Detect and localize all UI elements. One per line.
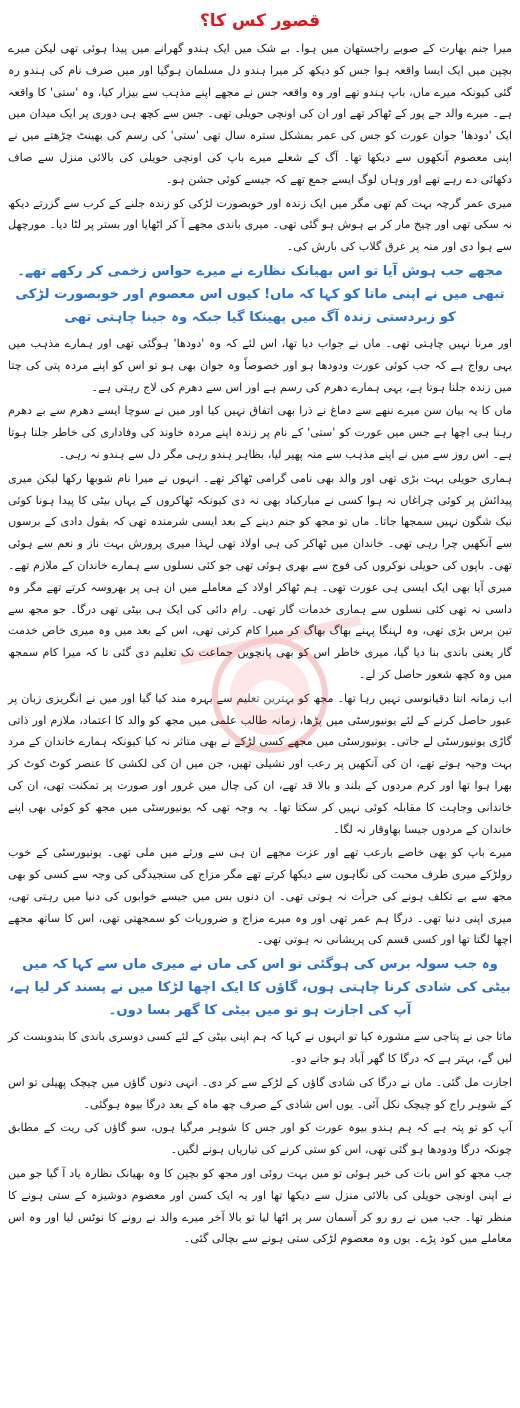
story-title: قصور کس کا؟ (199, 11, 321, 31)
paragraph-2: میری عمر گرچہ بہت کم تھی مگر میں ایک زندہ اور خوبصورت لڑکی کو زندہ جلنے کے کرب سے گزرتے دیکھ نہ سکی تھی اور چیخ مار کر بے ہوش ہو گئی تھی۔ میری باندی مجھے آ کر اٹھایا اور بستر پر لٹا دیا۔ مورچھل سے ہوا دی اور منہ پر عرق گلاب کی بارش کی۔ (8, 196, 512, 254)
paragraph-1: میرا جنم بھارت کے صوبے راجستھان میں ہوا۔ بے شک میں ایک ہندو گھرانے میں پیدا ہوئی تھی لیکن میرے بچپن میں ایک ایسا واقعہ ہوا جس کو دیکھ کر میرا ہندو دل مسلمان ہوگیا اور میں صرف نام کی ہندو رہ گئی کیونکہ میرے ماں، باپ ہندو تھے اور وہ واقعہ جس نے مجھے اپنے مذہب سے بیزار کیا، وہ 'ستی' کا واقعہ ہے۔ میرے والد جے پور کے ٹھاکر تھے اور ان کی اونچی حویلی تھی۔ جس سے کچھ ہی دوری پر ایک میدان میں ایک 'دودھا' جوان عورت کو جس کی عمر بمشکل سترہ سال تھی 'ستی' کی رسم کی بھینٹ چڑھتے میں نے اپنی معصوم آنکھوں سے دیکھا تھا۔ آگ کے شعلے میرے باپ کی اونچی حویلی کی بالائی منزل سے صاف دکھائی دے رہے تھے اور وہاں لوگ ایسے جمع تھے کہ جیسے کوئی جشن ہو۔ (8, 42, 512, 186)
paragraph-6: اب زمانہ انتا دقیانوسی نہیں رہا تھا۔ مجھ کو بہترین تعلیم سے بہرہ مند کیا گیا اور میں نے انگریزی زبان پر عبور حاصل کرنے کے لئے یونیورسٹی میں پڑھا، زمانہ طالب علمی میں مجھ کو والد کا اعتماد، ملازم اور ذاتی گاڑی یونیورسٹی لے جاتی۔ یونیورسٹی میں مجھے کسی لڑکے نے بھی متاثر نہ کیا کیونکہ ہمارے خاندان کے مرد بہت وجیہ ہوتے تھے، ان کی آنکھیں پر رعب اور نشیلی تھیں، جن میں ان کی لکشی کا عنصر کوٹ کوٹ کر بھرا ہوا تھا اور کرم مردوں کے بلند و بالا قد تھے، ان کی چال میں غرور اور صورت پر تمکنت تھی، ان کی خاندانی وجاہت کا مقابلہ کوئی نہیں کر سکتا تھا۔ یہ وجہ تھی کہ یونیورسٹی میں مجھ کو کوئی بھی اپنے خاندان کے مردوں جیسا بھاوقار نہ لگا۔ (8, 691, 512, 836)
paragraph-4: ماں کا یہ بیان سن میرے ننھے سے دماغ نے ذرا بھی اتفاق نہیں کیا اور میں نے سوچا ایسے دھرم سے بے دھرم رہنا ہی اچھا ہے جس میں عورت کو 'ستی' کے نام پر زندہ اپنے مردہ خاوند کی وفاداری کی خاطر جلنا ہوتا ہے۔ اس روز سے میں نے اپنے مذہب سے منہ پھیر لیا، بظاہر ہندو رہی مگر دل سے ہندو نہ رہی۔ (8, 404, 512, 461)
paragraph-11: جب مجھ کو اس بات کی خبر ہوئی تو میں بہت روئی اور مجھ کو بچپن کا وہ بھیانک نظارہ یاد آ گیا جو میں نے اپنی اونچی حویلی کی بالائی منزل سے دیکھا تھا اور یہ ایک کسن اور معصوم دوشیزہ کے ستی ہونے کا منظر تھا۔ جب میں نے رو رو کر آسمان سر پر اٹھا لیا تو بالا آخر میرے والد نے رونے کا نوٹس لیا اور وہ اس معاملے میں کود پڑے۔ یوں وہ معصوم لڑکی ستی ہونے سے بچالی گئی۔ (8, 1167, 512, 1246)
paragraph-9: اجازت مل گئی۔ ماں نے درگا کی شادی گاؤں کے لڑکے سے کر دی۔ انہی دنوں گاؤں میں چیچک پھیلی تو اس کے شوہر راج کو چیچک نکل آئی۔ یوں اس شادی کے صرف چھ ماہ کے بعد درگا بیوہ ہوگئی۔ (8, 1075, 512, 1111)
highlight-quote-2: وہ جب سولہ برس کی ہوگئی تو اس کی ماں نے میری ماں سے کہا کہ میں بیٹی کی شادی کرنا چاہتی ہوں، گاؤں کا ایک اچھا لڑکا میں نے پسند کر لیا ہے، آپ کی اجازت ہو تو میں بیٹی کا گھر بسا دوں۔ (9, 957, 511, 1019)
paragraph-7: میرے باپ کو بھی خاصے بارعب تھے اور عزت مجھے ان ہی سے ورثے میں ملی تھی۔ یونیورسٹی کے خوب رولڑکے میری طرف محبت کی نگاہوں سے دیکھا کرتے تھے مگر مزاج کی سنجیدگی کی وجہ سے کسی کو بھی مجھ سے بے تکلف ہونے کی جرأت نہ ہوتی تھی۔ ان دنوں بس میں جیسے خوابوں کی دنیا میں رہتی تھی، میری اپنی دنیا تھی۔ درگا ہم عمر تھی اور وہ میرے مزاج و ضروریات کو سمجھتی تھی، اس کا ساتھ مجھے اچھا لگتا تھا اور کسی قسم کی پریشانی نہ ہوتی تھی۔ (8, 846, 512, 947)
paragraph-5: ہماری حویلی بہت بڑی تھی اور والد بھی نامی گرامی ٹھاکر تھے۔ انہوں نے میرا نام شوبھا رکھا لیکن میری پیدائش پر کوئی چراغاں نہ ہوا کسی نے مبارکباد بھی نہ دی کیونکہ ٹھاکروں کے یہاں بیٹی کا پیدا ہونا کوئی نیک شگون نہیں سمجھا جاتا۔ ماں تو مجھ کو جنم دینے کے بعد ایسی شرمندہ تھی کہ بقول دادی کے برسوں سے آنکھیں چرا رہی تھی۔ خاندان میں ٹھاکر کی ہی اولاد تھی لہذا میری پرورش بہت ناز و نعم سے ہوئی تھی۔ باپوں کی حویلی نوکروں کی فوج سے بھری ہوئی تھی جو کئی نسلوں سے ہمارے خاندان کے ملازم تھے۔ میری آیا بھی ایک ایسی ہی عورت تھی۔ ہم ٹھاکر اولاد کے معاملے میں ان ہی پر بھروسہ کرتے تھے مگر وہ داسی نہ تھی کئی نسلوں سے ہماری خدمات گار تھی۔ رام دائی کی ایک ہی بیٹی تھی درگا۔ جو مجھ سے تین برس بڑی تھی، وہ لہنگا پہنے بھاگ بھاگ کر میرا کام کرتی تھی، اس کے بعد میں وہ میری خاص خدمت گار یعنی باندی بنا دیا گیا، میری خاطر اس کو بھی پانچویں جماعت تک تعلیم دی گئی تا کہ میرا کام سمجھ میں وہ کچھ شعور حاصل کر لے۔ (8, 471, 512, 681)
paragraph-3: اور مرنا نہیں چاہتی تھی۔ ماں نے جواب دیا تھا، اس لئے کہ وہ 'دودھا' ہوگئی تھی اور ہمارے مذہب میں یہی رواج ہے کہ جب کوئی عورت ودودھا ہو اور خصوصاً وہ جوان بھی ہو تو اس کو اپنے مردہ پتی کی چتا میں زندہ جلنا ہوتا ہے، یہی ہمارے دھرم کی رسم ہے اور اس سے دھرم کی لاج رہتی ہے۔ (8, 336, 512, 394)
paragraph-8: ماتا جی نے پتاجی سے مشورہ کیا تو انہوں نے کہا کہ ہم اپنی بیٹی کے لئے کسی دوسری باندی کا بندوبست کر لیں گے، بہتر ہے کہ درگا کا گھر آباد ہو جانے دو۔ (8, 1030, 512, 1066)
highlight-quote-1: مجھے جب ہوش آیا تو اس بھیانک نظارے نے میرے حواس زخمی کر رکھے تھے۔ تبھی میں نے اپنی ماتا کو کہا کہ ماں! کیوں اس معصوم اور خوبصورت لڑکی کو زبردستی زندہ آگ میں پھینکا گیا جبکہ وہ جینا چاہتی تھی (15, 263, 505, 325)
paragraph-10: آپ کو تو پتہ ہے کہ ہم ہندو بیوہ عورت کو اور جس کا شوہر مرگیا ہوں، سو گاؤں کی ریت کے مطابق چونکہ درگا ودودھا ہو گئی تھی، اس کو ستی کرنے کی تیاریاں ہونے لگیں۔ (8, 1121, 512, 1157)
